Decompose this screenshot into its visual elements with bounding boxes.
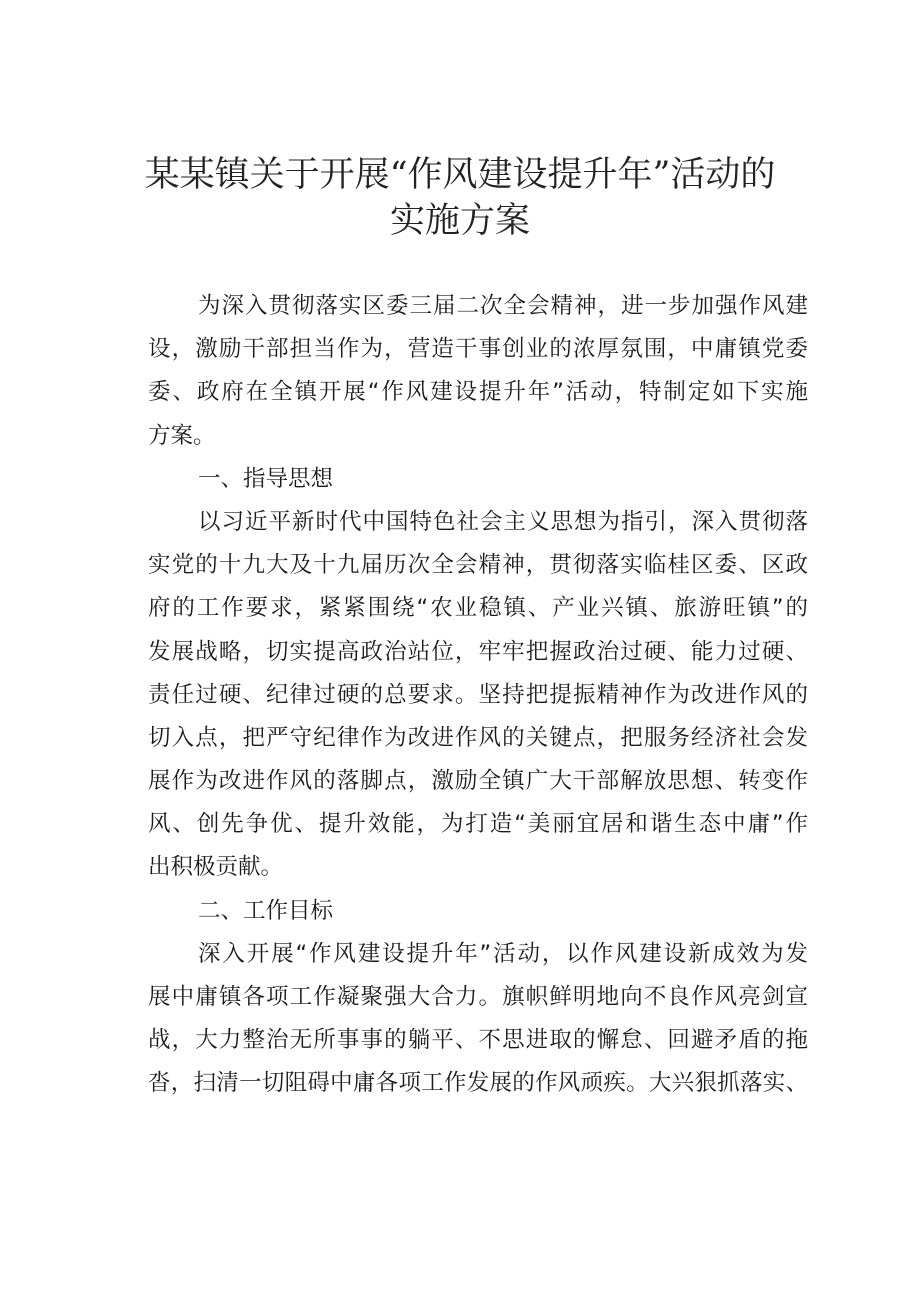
document-title — [100, 152, 820, 244]
title-line: 某某镇关于开展“作风建设提升年”活动的 — [144, 155, 776, 195]
text-line: 为深入贯彻落实区委三届二次全会精神，进一步加强作风建 — [198, 293, 808, 319]
section-heading-guiding-thought: 一、指导思想 — [198, 465, 334, 492]
text-line: 实党的十九大及十九届历次全会精神，贯彻落实临桂区委、区政 — [148, 552, 808, 579]
text-line: 设，激励干部担当作为，营造干事创业的浓厚氛围，中庸镇党委 — [148, 336, 808, 363]
paragraph-intro — [148, 285, 808, 458]
text-line: 发展战略，切实提高政治站位，牢牢把握政治过硬、能力过硬、 — [148, 638, 808, 665]
text-line: 风、创先争优、提升效能，为打造“美丽宜居和谐生态中庸”作 — [148, 811, 808, 838]
text-line: 委、政府在全镇开展“作风建设提升年”活动，特制定如下实施 — [148, 379, 808, 406]
text-line: 府的工作要求，紧紧围绕“农业稳镇、产业兴镇、旅游旺镇”的 — [148, 595, 808, 622]
text-line: 出积极贡献。 — [148, 854, 284, 881]
text-line: 深入开展“作风建设提升年”活动，以作风建设新成效为发 — [198, 940, 808, 967]
text-line: 切入点，把严守纪律作为改进作风的关键点，把服务经济社会发 — [148, 724, 808, 751]
paragraph-guiding-thought — [148, 501, 808, 890]
text-line: 以习近平新时代中国特色社会主义思想为指引，深入贯彻落 — [198, 508, 808, 535]
text-line: 战，大力整治无所事事的躺平、不思进取的懈怠、回避矛盾的拖 — [148, 1027, 808, 1054]
text-line: 沓，扫清一切阻碍中庸各项工作发展的作风顽疾。大兴狠抓落实、 — [148, 1070, 808, 1097]
text-line: 展中庸镇各项工作凝聚强大合力。旗帜鲜明地向不良作风亮剑宣 — [148, 984, 808, 1010]
text-line: 责任过硬、纪律过硬的总要求。坚持把提振精神作为改进作风的 — [148, 681, 808, 708]
text-line: 方案。 — [148, 422, 216, 449]
section-heading-work-goals: 二、工作目标 — [198, 897, 334, 924]
paragraph-work-goals — [148, 933, 808, 1106]
document-body — [148, 285, 808, 1106]
text-line: 展作为改进作风的落脚点，激励全镇广大干部解放思想、转变作 — [148, 768, 808, 795]
title-line: 实施方案 — [389, 201, 530, 241]
